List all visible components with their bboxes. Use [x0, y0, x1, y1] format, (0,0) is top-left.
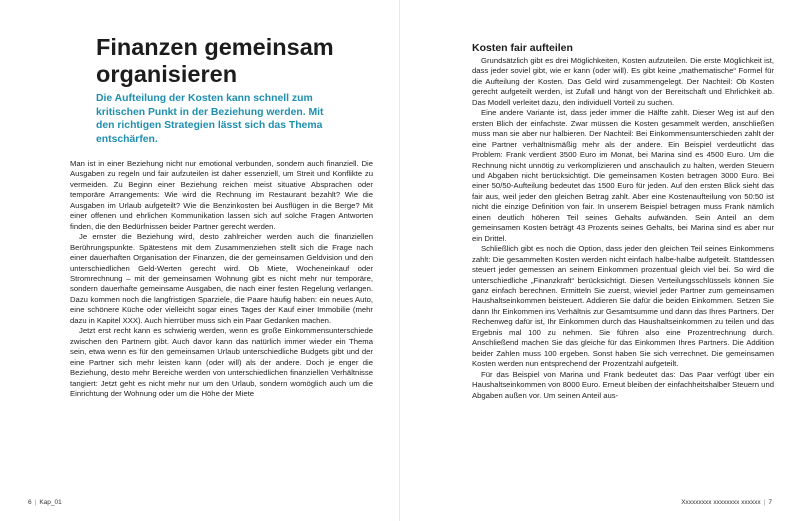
footer-separator: | — [763, 499, 766, 506]
right-page — [400, 0, 800, 521]
body-paragraph: Für das Beispiel von Marina und Frank bedeutet das: Das Paar verfügt über ein Haushaltseinkommen von 8000 Euro. Erneut bleiben der einfachheitshalber Steuern und Abgaben außen vor. Um seinen Anteil aus- — [472, 369, 774, 400]
right-footer — [681, 499, 772, 507]
body-paragraph: Eine andere Variante ist, dass jeder immer die Hälfte zahlt. Dieser Weg ist auf den ersten Blich der einfachste. Zwar müssen die Kosten gesammelt werden, anschließen muss man sie aber nur halbieren. Der Nachteil: Bei Einkommensunterschieden zahlt der eine Partner verhältnismäßig mehr als der andere. Ein Beispiel verdeutlicht das Problem: Frank verdient 3500 Euro im Monat, bei Marina sind es 4500 Euro. Um die Rechnung nicht unnötig zu verkomplizieren und anschaulich zu halten, werden Steuern und Abgaben nicht berücksichtigt. Die gemeinsamen Kosten betragen 3000 Euro. Bei einer 50/50-Aufteilung bedeutet das 1500 Euro für jeden. Auf den ersten Blick sieht das fair aus, weil jeder den gleichen Betrag zahlt. Aber eine Kostenaufteilung von 50:50 ist nicht die einzige Definition von fair. In unserem Beispiel betragen muss Frank nämlich einen deutlich höheren Teil seines Gehalts aufwänden. Sein Anteil an dem gemeinsamen Kosten beträgt 43 Prozents seines Gehalts, bei Marina sind es aber nur ein Drittel. — [472, 108, 774, 243]
page-title: Finanzen gemeinsam organisieren — [96, 34, 334, 87]
page-number: 7 — [768, 499, 772, 506]
right-body-text — [472, 56, 774, 401]
body-paragraph: Man ist in einer Beziehung nicht nur emotional verbunden, sondern auch finanziell. Die Ausgaben zu regeln und fair aufzuteilen ist daher essenziell, um Streit und Konflikte zu vermeiden. Zu Beginn einer Beziehung reichen meist situative Absprachen oder temporäre Arrangements: Wie wird die Rechnung im Restaurant bezahlt? Wie die Ausgaben im Urlaub aufgeteilt? Wie die Benzinkosten bei Ausflügen in die Berge? Mit einer offenen und ehrlichen Kommunikation lassen sich auf solche Fragen Antworten finden, die den Bedürfnissen beider Partner gerecht werden. — [70, 159, 373, 231]
left-footer — [28, 499, 62, 507]
running-title: Xxxxxxxxx xxxxxxxx xxxxxx — [681, 499, 761, 506]
chapter-label: Kap_01 — [39, 499, 62, 506]
footer-separator: | — [34, 499, 37, 506]
body-paragraph: Jetzt erst recht kann es schwierig werden, wenn es große Einkommensunterschiede zwischen den Partnern gibt. Auch davor kann das natürlich immer wieder ein Thema sein, etwa wenn es für den gemeinsamen Urlaub unterschiedliche Budgets gibt und der eine Partner sich mehr leisten kann (oder will) als der andere. Doch je enger die Beziehung, desto mehr Bereiche werden von unterschiedlichen finanziellen Verhältnisse tangiert: Jetzt geht es nicht mehr nur um den Urlaub, sondern womöglich auch um die Einrichtung der Wohnung oder um die Höhe der Miete — [70, 326, 373, 398]
body-paragraph: Grundsätzlich gibt es drei Möglichkeiten, Kosten aufzuteilen. Die erste Möglichkeit ist, dass jeder soviel gibt, wie er kann (oder will). Es gibt keine „mathematische“ Formel für die Aufteilung der Kosten. Das Geld wird zusammengelegt. Der Nachteil: Ob Kosten gerecht aufgeteilt werden, ist Zufall und hängt von der Bereitschaft und Ehrlichkeit ab. Das Modell verleitet dazu, den individuell Vorteil zu suchen. — [472, 56, 774, 107]
left-body-text — [70, 159, 373, 399]
section-heading: Kosten fair aufteilen — [472, 42, 573, 54]
page-number: 6 — [28, 499, 32, 506]
lead-paragraph: Die Aufteilung der Kosten kann schnell zum kritischen Punkt in der Beziehung werden. Mit den richtigen Strategien lässt sich das Thema entschärfen. — [96, 93, 324, 145]
body-paragraph: Schließlich gibt es noch die Option, dass jeder den gleichen Teil seines Einkommens zahlt: Die gesammelten Kosten werden nicht einfach halbe-halbe aufgeteilt. Stattdessen steuert jeder gemessen an seinem Einkommen prozentual gleich viel bei. So wird die unterschiedliche „Finanzkraft“ berücksichtigt. Diesen Verteilungsschlüssels können Sie ganz einfach berechnen. Ermitteln Sie zuerst, wieviel jeder Partner zum gemeinsamen Haushaltseinkommen beisteuert. Addieren Sie dafür die beiden Einkommen. Setzen Sie dann Ihr Einkommen ins Verhältnis zur Gesamtsumme und dann das Ihres Partners. Der Rechenweg dafür ist, Ihr Einkommen durch das Haushaltseinkommen zu teilen und das Ergebnis mal 100 zu nehmen. Sie führen also eine Prozentrechnung durch. Anschließend machen Sie das gleiche für das Einkommen Ihres Partners. Die Addition beider Zahlen muss 100 ergeben. Sonst haben Sie sich verrechnet. Die gemeinsamen Kosten werden nun entsprechend der Prozentzahl aufgeteilt. — [472, 244, 774, 369]
body-paragraph: Je ernster die Beziehung wird, desto zahlreicher werden auch die finanziellen Berührungspunkte. Spätestens mit dem Zusammenziehen stellt sich die Frage nach einer dauerhaften Organisation der Finanzen, die der gemeinsamen Geldvision und den unterschiedlichen Geld-Werten gerecht wird. Ob Miete, Wocheneinkauf oder Stromrechnung – mit der gemeinsamen Wohnung gibt es nicht mehr nur temporäre, sondern dauerhafte gemeinsame Ausgaben, die nach einer festen Regelung verlangen. Dazu kommen noch die langfristigen Sparziele, die Paare häufig haben: ein neues Auto, eine schönere Küche oder vielleicht sogar eines Tages der Kauf einer Immobilie (mehr dazu in Kapitel XXX). Auch hierrüber muss sich ein Paar Gedanken machen. — [70, 232, 373, 325]
